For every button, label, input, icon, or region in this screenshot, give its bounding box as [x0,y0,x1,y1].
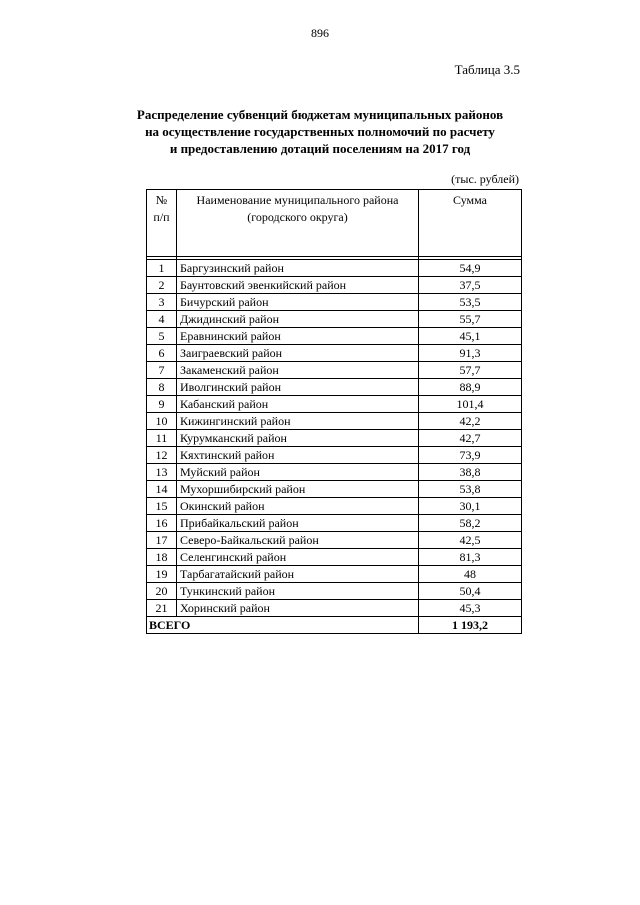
table-row [147,515,522,532]
row-name: Баунтовский эвенкийский район [177,277,419,294]
header-number [147,190,177,257]
row-name: Заиграевский район [177,345,419,362]
table-row [147,600,522,617]
units-label: (тыс. рублей) [451,172,519,186]
total-amount: 1 193,2 [419,617,522,634]
row-name: Хоринский район [177,600,419,617]
row-amount: 45,3 [419,600,522,617]
header-name-line1: Наименование муниципального района [196,193,399,207]
table-row [147,362,522,379]
row-name: Еравнинский район [177,328,419,345]
table-row [147,379,522,396]
table-row [147,430,522,447]
row-number: 15 [147,498,177,515]
row-amount: 37,5 [419,277,522,294]
row-name: Баргузинский район [177,260,419,277]
table-row [147,481,522,498]
row-name: Джидинский район [177,311,419,328]
row-amount: 42,5 [419,532,522,549]
row-amount: 55,7 [419,311,522,328]
row-amount: 57,7 [419,362,522,379]
table-row [147,277,522,294]
document-title [0,106,640,157]
row-amount: 38,8 [419,464,522,481]
row-number: 10 [147,413,177,430]
row-amount: 42,7 [419,430,522,447]
row-number: 3 [147,294,177,311]
row-name: Курумканский район [177,430,419,447]
row-number: 8 [147,379,177,396]
table-row [147,260,522,277]
row-number: 12 [147,447,177,464]
row-name: Тарбагатайский район [177,566,419,583]
table-row [147,566,522,583]
row-number: 14 [147,481,177,498]
table-row [147,583,522,600]
row-number: 13 [147,464,177,481]
header-name-line2: (городского округа) [247,210,348,224]
row-number: 17 [147,532,177,549]
table-row [147,294,522,311]
row-name: Селенгинский район [177,549,419,566]
table-row [147,549,522,566]
row-name: Иволгинский район [177,379,419,396]
header-number-line2: п/п [153,210,170,224]
title-line: Распределение субвенций бюджетам муниципальных районов [136,107,504,122]
row-number: 19 [147,566,177,583]
row-name: Окинский район [177,498,419,515]
table-row [147,396,522,413]
row-name: Закаменский район [177,362,419,379]
row-amount: 42,2 [419,413,522,430]
row-amount: 54,9 [419,260,522,277]
table-row [147,345,522,362]
row-name: Мухоршибирский район [177,481,419,498]
table-row [147,311,522,328]
page-number: 896 [311,26,329,40]
row-number: 21 [147,600,177,617]
row-name: Муйский район [177,464,419,481]
row-amount: 48 [419,566,522,583]
row-name: Тункинский район [177,583,419,600]
row-number: 11 [147,430,177,447]
table-row [147,413,522,430]
title-line: на осуществление государственных полномочий по расчету [145,124,495,139]
row-amount: 53,8 [419,481,522,498]
row-number: 20 [147,583,177,600]
row-name: Кабанский район [177,396,419,413]
row-number: 4 [147,311,177,328]
table-row [147,498,522,515]
row-number: 18 [147,549,177,566]
table-row [147,328,522,345]
table-label: Таблица 3.5 [454,62,520,77]
row-number: 5 [147,328,177,345]
title-line: и предоставлению дотаций поселениям на 2017 год [169,141,471,156]
header-name [177,190,419,257]
row-amount: 53,5 [419,294,522,311]
row-number: 2 [147,277,177,294]
row-amount: 81,3 [419,549,522,566]
row-name: Кяхтинский район [177,447,419,464]
row-number: 1 [147,260,177,277]
row-number: 7 [147,362,177,379]
row-amount: 50,4 [419,583,522,600]
row-number: 16 [147,515,177,532]
row-amount: 91,3 [419,345,522,362]
table-row [147,447,522,464]
header-number-line1: № [155,193,168,207]
row-amount: 73,9 [419,447,522,464]
row-number: 6 [147,345,177,362]
row-name: Бичурский район [177,294,419,311]
header-amount: Сумма [419,190,522,257]
subsidy-table [146,189,522,634]
row-amount: 58,2 [419,515,522,532]
table-header-row [147,190,522,257]
table-row [147,464,522,481]
total-label: ВСЕГО [147,617,419,634]
row-number: 9 [147,396,177,413]
row-name: Северо-Байкальский район [177,532,419,549]
row-amount: 30,1 [419,498,522,515]
row-amount: 101,4 [419,396,522,413]
row-name: Прибайкальский район [177,515,419,532]
row-amount: 45,1 [419,328,522,345]
table-row [147,532,522,549]
row-name: Кижингинский район [177,413,419,430]
total-row [147,617,522,634]
row-amount: 88,9 [419,379,522,396]
